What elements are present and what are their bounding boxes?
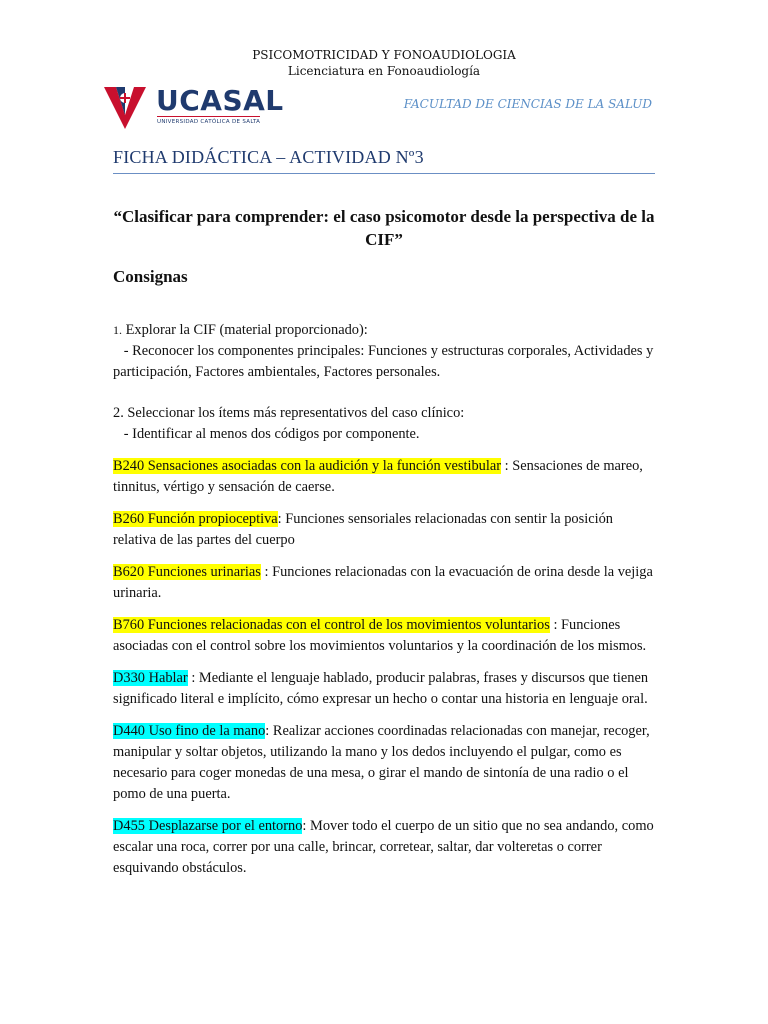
instruction-item bbox=[113, 320, 655, 383]
cif-code-label: B620 Funciones urinarias bbox=[113, 564, 261, 580]
logo-subtext: UNIVERSIDAD CATÓLICA DE SALTA bbox=[157, 116, 260, 125]
cif-code-label: D330 Hablar bbox=[113, 670, 188, 686]
consignas-heading: Consignas bbox=[113, 267, 188, 286]
instruction-text: Explorar la CIF (material proporcionado): bbox=[122, 322, 368, 338]
cif-code-item bbox=[113, 615, 655, 657]
cif-code-item bbox=[113, 721, 655, 805]
ficha-title: FICHA DIDÁCTICA – ACTIVIDAD Nº3 bbox=[113, 147, 424, 167]
title-divider bbox=[113, 173, 655, 174]
cif-code-label: B240 Sensaciones asociadas con la audición y la función vestibular bbox=[113, 458, 502, 474]
cif-code-description: : Funciones asociadas con el control sobre los movimientos voluntarios y la coordinación de los mismos. bbox=[113, 617, 647, 654]
cif-code-item bbox=[113, 456, 655, 498]
header-course-title: PSICOMOTRICIDAD Y FONOAUDIOLOGIA bbox=[252, 48, 516, 62]
cif-code-label: B260 Función propioceptiva bbox=[113, 511, 278, 527]
instruction-sub: - Reconocer los componentes principales: Funciones y estructuras corporales, Actividades y participación, Factores ambientales, Factores personales. bbox=[113, 343, 654, 380]
cif-code-label: D440 Uso fino de la mano bbox=[113, 723, 266, 739]
logo-wordmark: UCASAL bbox=[156, 84, 284, 117]
activity-title: “Clasificar para comprender: el caso psicomotor desde la perspectiva de la CIF” bbox=[113, 207, 655, 249]
cif-code-description: : Mediante el lenguaje hablado, producir palabras, frases y discursos que tienen significado literal e implícito, cómo expresar un hecho o contar una historia en lenguaje oral. bbox=[113, 670, 649, 707]
instruction-text: Seleccionar los ítems más representativos del caso clínico: bbox=[123, 405, 465, 421]
faculty-name: FACULTAD DE CIENCIAS DE LA SALUD bbox=[403, 97, 652, 111]
instruction-item bbox=[113, 403, 655, 445]
instruction-sub: - Identificar al menos dos códigos por componente. bbox=[123, 426, 420, 442]
cif-code-item bbox=[113, 668, 655, 710]
cif-code-label: D455 Desplazarse por el entorno bbox=[113, 818, 303, 834]
cif-code-description: : Realizar acciones coordinadas relacionadas con manejar, recoger, manipular y soltar objetos, utilizando la mano y los dedos incluyendo el pulgar, como es necesario para coger monedas de una mesa, o girar el mando de sintonía de una radio o el pomo de una puerta. bbox=[113, 723, 650, 802]
instruction-number: 1. bbox=[113, 323, 122, 337]
document-body bbox=[113, 320, 655, 879]
instruction-number: 2. bbox=[113, 405, 124, 421]
header-degree: Licenciatura en Fonoaudiología bbox=[287, 64, 481, 78]
ucasal-logo bbox=[102, 84, 284, 131]
cif-code-description: : Mover todo el cuerpo de un sitio que no sea andando, como escalar una roca, correr por una calle, brincar, corretear, saltar, dar volteretas o correr esquivando obstáculos. bbox=[113, 818, 654, 876]
cif-code-label: B760 Funciones relacionadas con el control de los movimientos voluntarios bbox=[113, 617, 550, 633]
cif-code-description: : Funciones relacionadas con la evacuación de orina desde la vejiga urinaria. bbox=[113, 564, 653, 601]
document-header bbox=[0, 47, 768, 79]
ucasal-shield-icon bbox=[102, 85, 148, 131]
cif-code-description: : Sensaciones de mareo, tinnitus, vértigo y sensación de caerse. bbox=[113, 458, 643, 495]
cif-code-description: : Funciones sensoriales relacionadas con sentir la posición relativa de las partes del cuerpo bbox=[113, 511, 613, 548]
cif-code-item bbox=[113, 509, 655, 551]
cif-code-item bbox=[113, 816, 655, 879]
cif-code-item bbox=[113, 562, 655, 604]
